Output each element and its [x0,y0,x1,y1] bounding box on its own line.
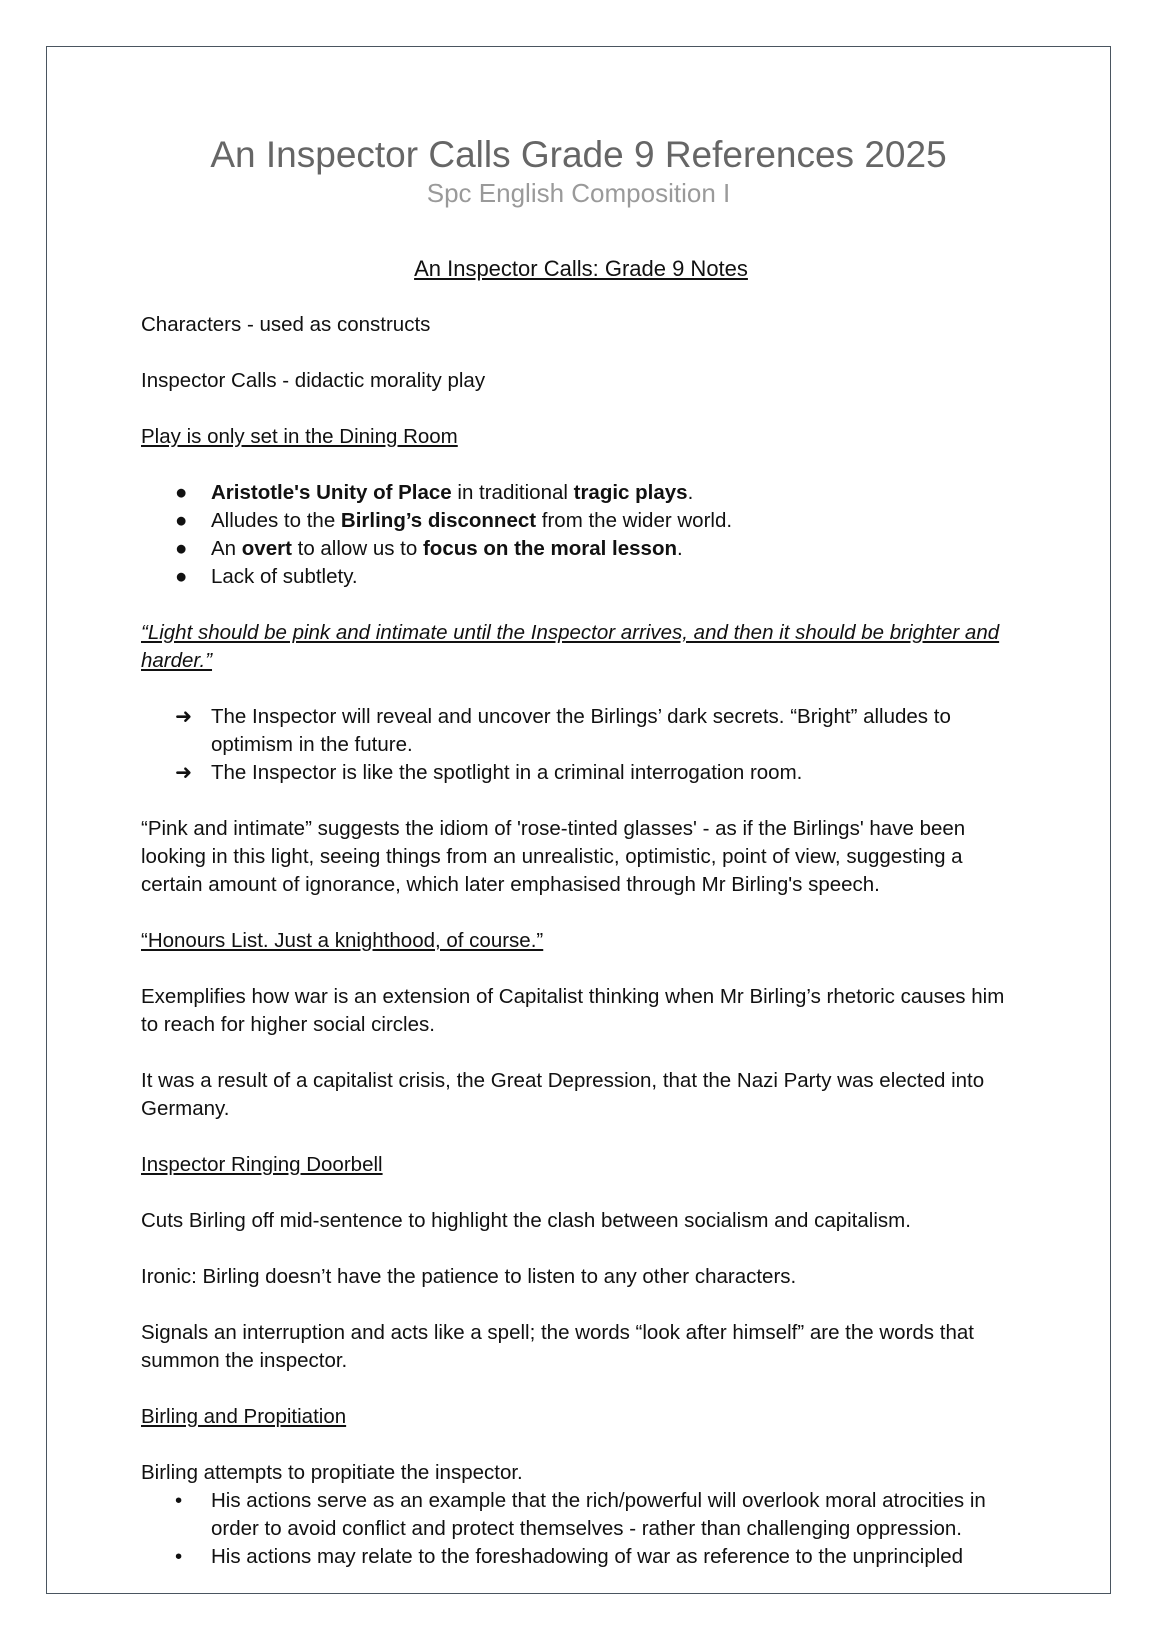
text: . [687,481,694,504]
bullet-icon: ● [175,537,188,560]
bold-text: overt [241,537,292,560]
text: The Inspector will reveal and uncover the Birlings’ dark secrets. “Bright” alludes to optimism in the future. [211,705,951,756]
text: . [677,537,683,560]
list-item [141,703,1021,759]
text: His actions serve as an example that the rich/powerful will overlook moral atrocities in order to avoid conflict and protect themselves - rather than challenging oppression. [211,1489,986,1540]
page-subtitle: Spc English Composition I [426,178,731,208]
section-heading-propitiation: Birling and Propitiation [141,1405,347,1428]
notes-heading: An Inspector Calls: Grade 9 Notes [414,256,748,281]
document-body [141,255,1021,1571]
bullet-list-dining-room [141,479,1021,591]
paragraph-characters: Characters - used as constructs [141,313,431,336]
text: to allow us to [291,537,423,560]
quote-light: “Light should be pink and intimate until the Inspector arrives, and then it should be brighter and harder.” [141,621,1000,672]
paragraph-ironic: Ironic: Birling doesn’t have the patience to listen to any other characters. [141,1265,797,1288]
list-item [141,1543,1021,1571]
bullet-icon: • [175,1545,183,1568]
arrow-icon: ➜ [175,761,193,784]
paragraph-propitiate: Birling attempts to propitiate the inspector. [141,1461,523,1484]
paragraph-cuts-birling: Cuts Birling off mid-sentence to highlight the clash between socialism and capitalism. [141,1209,911,1232]
list-item [141,759,1021,787]
paragraph-rose-tinted: “Pink and intimate” suggests the idiom of 'rose-tinted glasses' - as if the Birlings' have been looking in this light, seeing things from an unrealistic, optimistic, point of view, suggesting a certain amount of ignorance, which later emphasised through Mr Birling's speech. [141,817,966,896]
text: from the wider world. [536,509,733,532]
text: His actions may relate to the foreshadowing of war as reference to the unprincipled [211,1545,964,1568]
text: Alludes to the [211,509,341,532]
page-title: An Inspector Calls Grade 9 References 2025 [210,134,947,175]
paragraph-spell: Signals an interruption and acts like a spell; the words “look after himself” are the words that summon the inspector. [141,1321,974,1372]
section-heading-dining-room: Play is only set in the Dining Room [141,425,458,448]
section-heading-doorbell: Inspector Ringing Doorbell [141,1153,383,1176]
arrow-list-inspector [141,703,1021,787]
list-item [141,479,1021,507]
list-item [141,563,1021,591]
bullet-icon: • [175,1489,183,1512]
bullet-icon: ● [175,509,188,532]
arrow-icon: ➜ [175,705,193,728]
list-item [141,535,1021,563]
list-item [141,507,1021,535]
bold-text: tragic plays [573,481,688,504]
bold-text: focus on the moral lesson [422,537,677,560]
list-item [141,1487,1021,1543]
text: Lack of subtlety. [211,565,358,588]
bold-text: Aristotle's Unity of Place [211,481,452,504]
document-header [46,132,1111,208]
text: An [211,537,242,560]
bullet-icon: ● [175,565,188,588]
text: The Inspector is like the spotlight in a criminal interrogation room. [211,761,803,784]
paragraph-morality-play: Inspector Calls - didactic morality play [141,369,486,392]
bullet-list-propitiation [141,1487,1021,1571]
text: in traditional [451,481,574,504]
bullet-icon: ● [175,481,188,504]
paragraph-capitalist-thinking: Exemplifies how war is an extension of Capitalist thinking when Mr Birling’s rhetoric causes him to reach for higher social circles. [141,985,1005,1036]
quote-honours-list: “Honours List. Just a knighthood, of course.” [141,929,544,952]
bold-text: Birling’s disconnect [340,509,537,532]
paragraph-great-depression: It was a result of a capitalist crisis, the Great Depression, that the Nazi Party was elected into Germany. [141,1069,985,1120]
